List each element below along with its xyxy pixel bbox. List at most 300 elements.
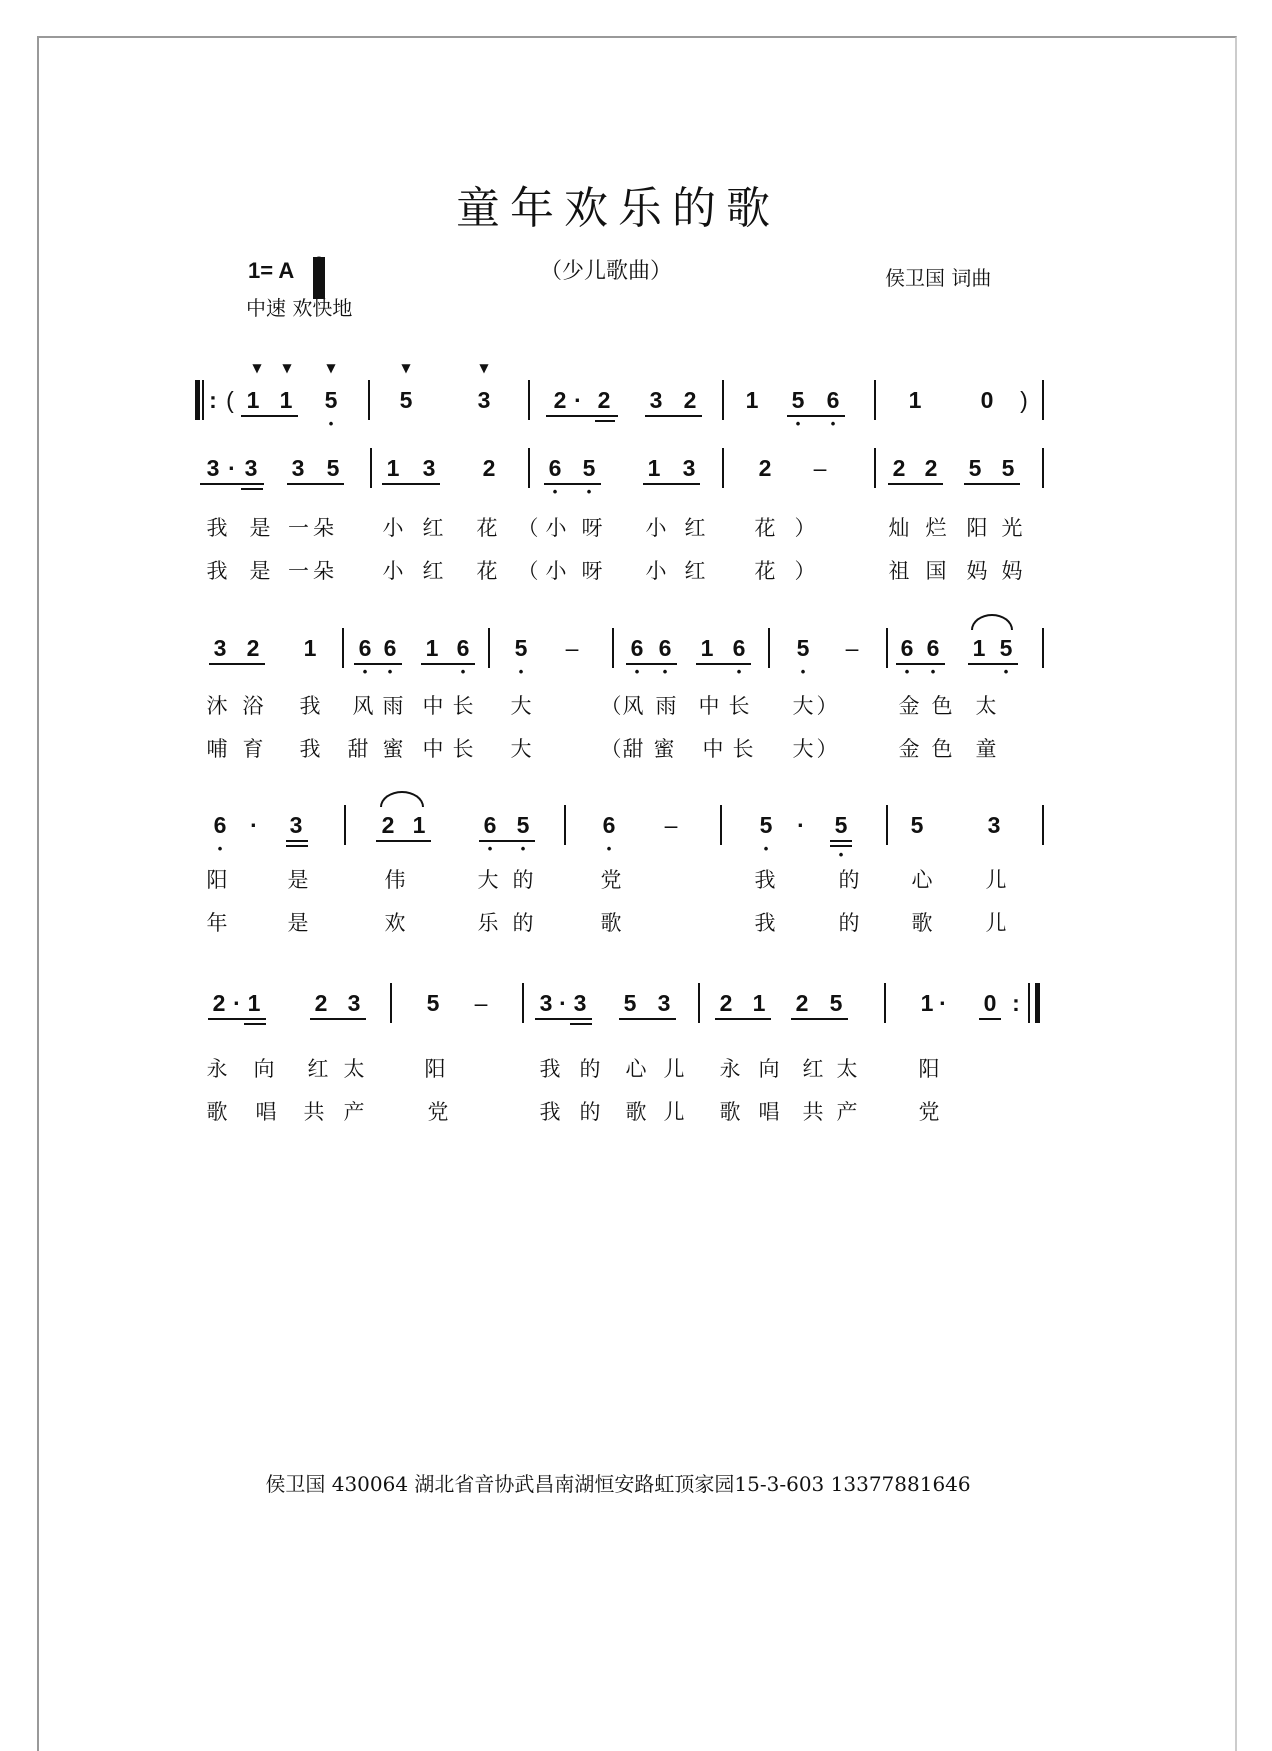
beam (241, 415, 298, 417)
repeat-sign: : (209, 387, 217, 413)
key-signature (248, 254, 324, 288)
lyric: 小 (545, 559, 567, 583)
lyric: 祖 (888, 559, 910, 583)
low-octave-dot: • (830, 416, 836, 431)
dot: · (574, 387, 582, 413)
accent-mark: ▼ (326, 361, 336, 375)
lyric: 是 (249, 516, 271, 540)
barline (1042, 448, 1044, 488)
lyric: 大 (510, 694, 532, 718)
note: 1 (972, 635, 986, 661)
barline (342, 628, 344, 668)
dash: – (664, 812, 678, 838)
barline (202, 380, 204, 420)
lyric: 党 (600, 868, 622, 892)
barline (874, 380, 876, 420)
lyrics-row-4-verse-2 (190, 907, 1045, 937)
low-octave-dot: • (586, 484, 592, 499)
note: 3 (422, 455, 436, 481)
low-octave-dot: • (520, 841, 526, 856)
lyric: 童 (975, 737, 997, 761)
low-octave-dot: • (1003, 664, 1009, 679)
beam (830, 840, 852, 842)
lyric: 中 (422, 694, 444, 718)
barline (768, 628, 770, 668)
lyric: ） (794, 559, 816, 583)
lyric: 光 (1001, 516, 1023, 540)
lyric: （ (600, 737, 622, 761)
beam (643, 483, 700, 485)
tempo-marking: 中速 欢快地 (246, 296, 353, 320)
lyric: 沐 (206, 694, 228, 718)
paren-close: ) (1020, 387, 1028, 413)
lyric: 我 (754, 868, 776, 892)
notation-row-2 (190, 446, 1045, 499)
lyric: 风 (622, 694, 644, 718)
lyric: 蜜 (382, 737, 404, 761)
beam (896, 663, 945, 665)
lyric: 甜 (347, 737, 369, 761)
notation-row-5 (190, 981, 1045, 1025)
lyric: 阳 (918, 1057, 940, 1081)
lyric: 我 (754, 911, 776, 935)
beam (535, 1018, 592, 1020)
low-octave-dot: • (904, 664, 910, 679)
note: 2 (892, 455, 906, 481)
lyric: 育 (242, 737, 264, 761)
note: 3 (291, 455, 305, 481)
notation-row-3 (190, 626, 1045, 679)
barline (722, 448, 724, 488)
lyric: 歌 (719, 1100, 741, 1124)
accent-mark: ▼ (479, 361, 489, 375)
beam (354, 663, 402, 665)
lyric: 甜 (622, 737, 644, 761)
lyric: 歌 (206, 1100, 228, 1124)
rest: 0 (983, 990, 997, 1016)
note: 6 (602, 812, 616, 838)
note: 3 (347, 990, 361, 1016)
low-octave-dot: • (387, 664, 393, 679)
lyric: 花 (754, 559, 776, 583)
barline (522, 983, 524, 1023)
note: 5 (516, 812, 530, 838)
lyric: 长 (728, 694, 750, 718)
beam (208, 1018, 266, 1020)
note: 1 (247, 990, 261, 1016)
note: 1 (425, 635, 439, 661)
note: 2 (381, 812, 395, 838)
low-octave-dot: • (736, 664, 742, 679)
lyric: 的 (512, 911, 534, 935)
lyric: 呀 (581, 559, 603, 583)
beam (979, 1018, 1001, 1020)
beam (888, 483, 943, 485)
lyric: 风 (352, 694, 374, 718)
lyric: 一朵 (288, 516, 338, 540)
note: 2 (212, 990, 226, 1016)
lyric: 色 (931, 737, 953, 761)
note: 1 (700, 635, 714, 661)
lyric: 伟 (384, 868, 406, 892)
low-octave-dot: • (930, 664, 936, 679)
lyric: 歌 (625, 1100, 647, 1124)
beam (546, 415, 618, 417)
note: 1 (908, 387, 922, 413)
note: 6 (213, 812, 227, 838)
beam (209, 663, 265, 665)
lyric: 雨 (655, 694, 677, 718)
lyric: 太 (975, 694, 997, 718)
note: 2 (597, 387, 611, 413)
note: 2 (314, 990, 328, 1016)
low-octave-dot: • (518, 664, 524, 679)
note: 5 (399, 387, 413, 413)
low-octave-dot: • (328, 416, 334, 431)
note: 2 (683, 387, 697, 413)
lyric: 的 (838, 868, 860, 892)
note: 2 (719, 990, 733, 1016)
note: 2 (924, 455, 938, 481)
beam (286, 840, 308, 842)
barline (886, 628, 888, 668)
note: 6 (630, 635, 644, 661)
lyric: 花 (754, 516, 776, 540)
lyrics-row-2-verse-1 (190, 512, 1045, 542)
beam-double (570, 1023, 592, 1025)
note: 3 (573, 990, 587, 1016)
dash: – (813, 455, 827, 481)
lyric: 我 (206, 516, 228, 540)
note: 6 (548, 455, 562, 481)
lyric: 我 (539, 1100, 561, 1124)
lyric: 我 (299, 694, 321, 718)
note: 3 (289, 812, 303, 838)
song-title: 童年欢乐的歌 (456, 183, 780, 234)
note: 5 (623, 990, 637, 1016)
dot: · (250, 812, 258, 838)
barline (488, 628, 490, 668)
note: 5 (829, 990, 843, 1016)
notation-row-4 (190, 803, 1045, 862)
dot: · (559, 990, 567, 1016)
low-octave-dot: • (362, 664, 368, 679)
contact-footer: 侯卫国 430064 湖北省音协武昌南湖恒安路虹顶家园15-3-603 13377881646 (265, 1472, 971, 1496)
note: 6 (483, 812, 497, 838)
note: 5 (326, 455, 340, 481)
key-label: 1= A (248, 258, 295, 283)
lyric: 长 (452, 737, 474, 761)
low-octave-dot: • (634, 664, 640, 679)
lyric: 浴 (242, 694, 264, 718)
lyric: ） (816, 737, 838, 761)
lyric: 大 (477, 868, 499, 892)
lyric: 儿 (985, 911, 1007, 935)
barline (1042, 628, 1044, 668)
note: 1 (412, 812, 426, 838)
note: 5 (968, 455, 982, 481)
beam (421, 663, 475, 665)
beam (310, 1018, 366, 1020)
barline (698, 983, 700, 1023)
lyric: 唱 (255, 1100, 277, 1124)
lyric: 小 (382, 516, 404, 540)
low-octave-dot: • (800, 664, 806, 679)
accent-mark: ▼ (252, 361, 262, 375)
barline (344, 805, 346, 845)
lyric: 共 (802, 1100, 824, 1124)
note: 3 (657, 990, 671, 1016)
note: 1 (752, 990, 766, 1016)
paren-open: ( (226, 387, 234, 413)
lyrics-row-4-verse-1 (190, 864, 1045, 894)
lyric: 太 (343, 1057, 365, 1081)
accent-mark: ▼ (401, 361, 411, 375)
lyric: 永 (206, 1057, 228, 1081)
barline (564, 805, 566, 845)
lyric: 的 (512, 868, 534, 892)
lyric: 蜜 (653, 737, 675, 761)
lyric: 产 (836, 1100, 858, 1124)
lyric: 歌 (911, 911, 933, 935)
lyric: 儿 (985, 868, 1007, 892)
barline (612, 628, 614, 668)
lyric: 心 (911, 868, 933, 892)
lyric: 我 (206, 559, 228, 583)
dot: · (233, 990, 241, 1016)
note: 6 (900, 635, 914, 661)
lyric: 中 (698, 694, 720, 718)
note: 2 (553, 387, 567, 413)
beam (626, 663, 677, 665)
lyric: 红 (422, 559, 444, 583)
lyric: 小 (382, 559, 404, 583)
author-credit: 侯卫国 词曲 (885, 266, 992, 290)
dot: · (797, 812, 805, 838)
note: 5 (582, 455, 596, 481)
barline (886, 805, 888, 845)
lyric: 的 (579, 1057, 601, 1081)
note: 3 (244, 455, 258, 481)
beam (968, 663, 1018, 665)
lyric: 永 (719, 1057, 741, 1081)
lyric: 阳 (966, 516, 988, 540)
lyric: （ (517, 516, 539, 540)
notation-row-1 (190, 361, 1045, 431)
note: 3 (987, 812, 1001, 838)
dot: · (939, 990, 947, 1016)
lyric: 国 (925, 559, 947, 583)
beam (619, 1018, 676, 1020)
dash: – (565, 635, 579, 661)
lyric: 小 (645, 559, 667, 583)
note: 5 (514, 635, 528, 661)
note: 2 (246, 635, 260, 661)
barline (884, 983, 886, 1023)
lyric: 唱 (758, 1100, 780, 1124)
lyric: ） (794, 516, 816, 540)
low-octave-dot: • (552, 484, 558, 499)
repeat-end-barline (1035, 983, 1040, 1023)
note: 6 (826, 387, 840, 413)
barline (1042, 805, 1044, 845)
note: 5 (910, 812, 924, 838)
barline (1042, 380, 1044, 420)
lyric: 金 (898, 694, 920, 718)
lyric: 儿 (663, 1100, 685, 1124)
lyric: 大 (792, 694, 814, 718)
note: 5 (796, 635, 810, 661)
barline (722, 380, 724, 420)
low-octave-dot: • (217, 841, 223, 856)
lyric: 乐 (477, 911, 499, 935)
lyric: 红 (307, 1057, 329, 1081)
barline (720, 805, 722, 845)
lyric: 阳 (206, 868, 228, 892)
note: 2 (795, 990, 809, 1016)
note: 5 (759, 812, 773, 838)
barline (368, 380, 370, 420)
lyric: 花 (476, 559, 498, 583)
low-octave-dot: • (662, 664, 668, 679)
note: 3 (682, 455, 696, 481)
lyric: 花 (476, 516, 498, 540)
beam (200, 483, 264, 485)
note: 1 (279, 387, 293, 413)
lyric: 大 (510, 737, 532, 761)
note: 5 (999, 635, 1013, 661)
note: 5 (426, 990, 440, 1016)
lyric: ） (816, 694, 838, 718)
lyric: 哺 (206, 737, 228, 761)
lyric: 是 (287, 911, 309, 935)
lyric: 红 (802, 1057, 824, 1081)
lyric: （ (600, 694, 622, 718)
rest: 0 (980, 387, 994, 413)
beam-double (286, 845, 308, 847)
note: 5 (834, 812, 848, 838)
note: 1 (303, 635, 317, 661)
note: 2 (758, 455, 772, 481)
dot: · (228, 455, 236, 481)
note: 3 (213, 635, 227, 661)
note: 3 (477, 387, 491, 413)
lyrics-row-3-verse-2 (190, 733, 1045, 763)
lyric: 是 (287, 868, 309, 892)
barline (528, 380, 530, 420)
lyric: 妈 (1001, 559, 1023, 583)
lyric: 灿 (888, 516, 910, 540)
beam (964, 483, 1020, 485)
barline (390, 983, 392, 1023)
lyric: 雨 (382, 694, 404, 718)
note: 5 (791, 387, 805, 413)
beam (645, 415, 702, 417)
lyric: 欢 (384, 911, 406, 935)
beam (715, 1018, 771, 1020)
lyric: 金 (898, 737, 920, 761)
lyric: 的 (579, 1100, 601, 1124)
dash: – (474, 990, 488, 1016)
barline (1028, 983, 1030, 1023)
lyric: 向 (253, 1057, 275, 1081)
lyric: 歌 (600, 911, 622, 935)
low-octave-dot: • (763, 841, 769, 856)
lyric: 党 (427, 1100, 449, 1124)
note: 1 (647, 455, 661, 481)
barline (370, 448, 372, 488)
beam-double (595, 420, 615, 422)
beam (287, 483, 344, 485)
note: 6 (732, 635, 746, 661)
note: 6 (926, 635, 940, 661)
note: 3 (206, 455, 220, 481)
lyric: 长 (732, 737, 754, 761)
barline (528, 448, 530, 488)
beam (791, 1018, 848, 1020)
note: 5 (324, 387, 338, 413)
song-subtitle: （少儿歌曲） (540, 259, 673, 284)
lyric: 共 (303, 1100, 325, 1124)
lyric: （ (517, 559, 539, 583)
lyrics-row-2-verse-2 (190, 555, 1045, 585)
low-octave-dot: • (795, 416, 801, 431)
note: 1 (920, 990, 934, 1016)
note: 6 (456, 635, 470, 661)
lyric: 我 (539, 1057, 561, 1081)
lyric: 心 (625, 1057, 647, 1081)
note: 6 (658, 635, 672, 661)
note: 6 (383, 635, 397, 661)
lyric: 阳 (424, 1057, 446, 1081)
lyric: 红 (684, 559, 706, 583)
low-octave-dot: • (838, 847, 844, 862)
lyric: 烂 (925, 516, 947, 540)
note: 1 (745, 387, 759, 413)
lyric: 大 (792, 737, 814, 761)
lyric: 年 (206, 911, 228, 935)
low-octave-dot: • (487, 841, 493, 856)
dash: – (845, 635, 859, 661)
beam (376, 840, 431, 842)
note: 5 (1001, 455, 1015, 481)
note: 1 (386, 455, 400, 481)
lyric: 是 (249, 559, 271, 583)
lyric: 的 (838, 911, 860, 935)
repeat-sign: : (1012, 990, 1020, 1016)
lyric: 我 (299, 737, 321, 761)
beam-double (241, 488, 263, 490)
lyric: 产 (343, 1100, 365, 1124)
lyric: 儿 (663, 1057, 685, 1081)
lyrics-row-5-verse-2 (190, 1096, 1045, 1126)
lyric: 红 (684, 516, 706, 540)
note: 6 (358, 635, 372, 661)
lyric: 太 (836, 1057, 858, 1081)
barline (874, 448, 876, 488)
repeat-start-barline (195, 380, 200, 420)
note: 2 (482, 455, 496, 481)
lyric: 小 (645, 516, 667, 540)
lyric: 长 (452, 694, 474, 718)
lyric: 妈 (966, 559, 988, 583)
note: 3 (539, 990, 553, 1016)
lyrics-row-3-verse-1 (190, 690, 1045, 720)
note: 1 (246, 387, 260, 413)
lyric: 色 (931, 694, 953, 718)
note: 3 (649, 387, 663, 413)
low-octave-dot: • (460, 664, 466, 679)
